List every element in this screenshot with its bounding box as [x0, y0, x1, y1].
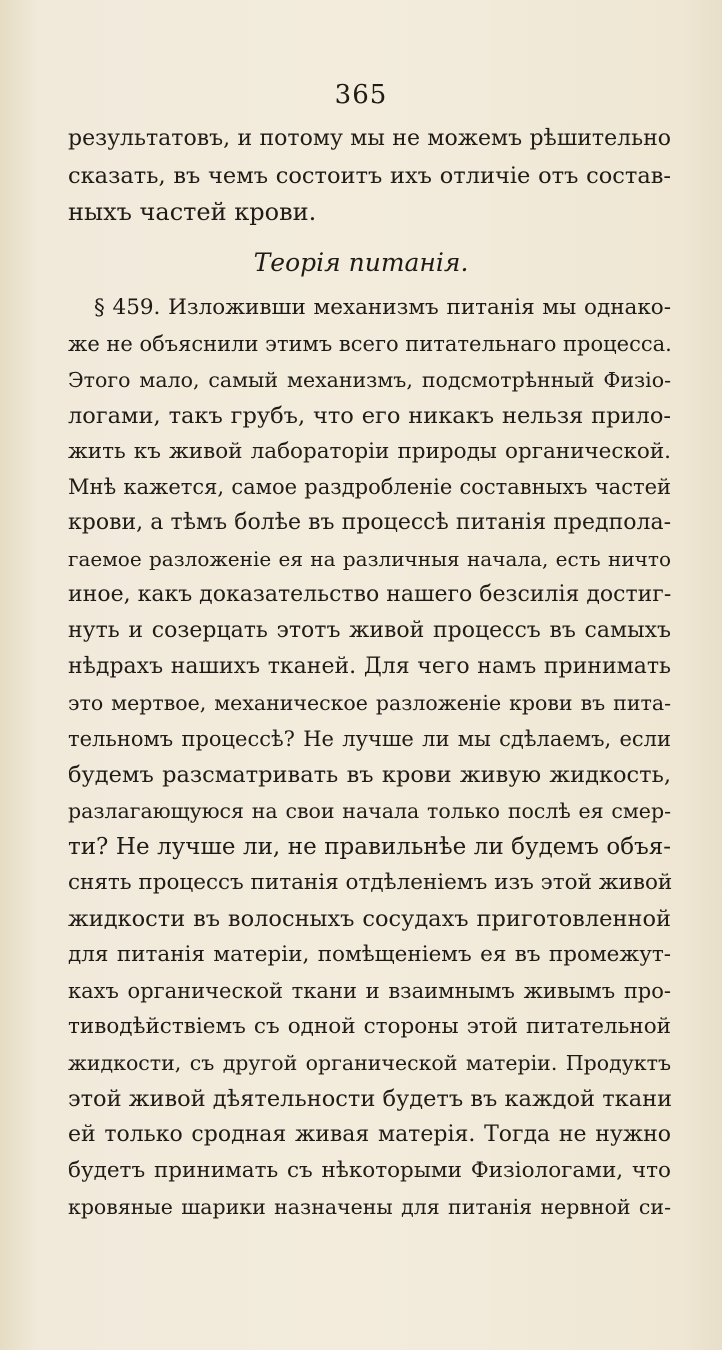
paragraph-line: тиводѣйствіемъ съ одной стороны этой питательной [68, 1014, 671, 1039]
text-line: результатовъ, и потому мы не можемъ рѣшительно [68, 126, 671, 151]
text-line: ныхъ частей крови. [68, 198, 317, 226]
paragraph-line: нѣдрахъ нашихъ тканей. Для чего намъ принимать [68, 654, 671, 679]
paragraph-line: разлагающуюся на свои начала только послѣ ея смер- [68, 799, 671, 823]
paragraph-line: жидкости въ волосныхъ сосудахъ приготовленной [68, 906, 671, 932]
page-number: 365 [334, 80, 388, 110]
paragraph-line: этой живой дѣятельности будетъ въ каждой ткани [68, 1086, 673, 1112]
paragraph-line: Мнѣ кажется, самое раздробленіе составныхъ частей [68, 475, 671, 499]
paragraph-line: ей только сродная живая матерія. Тогда не нужно [68, 1122, 671, 1147]
paragraph-line: § 459. Изложивши механизмъ питанія мы однако- [94, 295, 671, 320]
paragraph-line: жить къ живой лабораторіи природы органической. [68, 439, 671, 464]
paragraph-line: для питанія матеріи, помѣщеніемъ ея въ промежут- [68, 942, 671, 967]
paragraph-line: ти? Не лучше ли, не правильнѣе ли будемъ объя- [68, 834, 671, 860]
paragraph-line: снять процессъ питанія отдѣленіемъ изъ этой живой [68, 870, 673, 895]
paragraph-line: кахъ органической ткани и взаимнымъ живымъ про- [68, 979, 671, 1003]
paragraph-line: жидкости, съ другой органической матеріи. Продуктъ [68, 1051, 671, 1075]
paragraph-line: это мертвое, механическое разложеніе крови въ пита- [68, 691, 671, 715]
paragraph-line: тельномъ процессѣ? Не лучше ли мы сдѣлаемъ, если [68, 727, 671, 751]
paragraph-line: крови, а тѣмъ болѣе въ процессѣ питанія предпола- [68, 510, 671, 535]
section-heading: Теорія питанія. [253, 248, 469, 277]
paragraph-line: гаемое разложеніе ея на различныя начала, есть ничто [68, 547, 671, 571]
paragraph-line: будемъ разсматривать въ крови живую жидкость, [68, 762, 671, 788]
paragraph-line: Этого мало, самый механизмъ, подсмотрѣнный Физіо- [68, 368, 671, 392]
paragraph-line: будетъ принимать съ нѣкоторыми Физіологами, что [68, 1158, 671, 1183]
paragraph-line: логами, такъ грубъ, что его никакъ нельзя прило- [68, 403, 671, 429]
text-line: сказать, въ чемъ состоитъ ихъ отличіе отъ состав- [68, 163, 671, 189]
paragraph-line: иное, какъ доказательство нашего безсилія достиг- [68, 582, 672, 607]
paragraph-line: же не объяснили этимъ всего питательнаго процесса. [68, 332, 672, 356]
paragraph-line: кровяные шарики назначены для питанія нервной си- [68, 1195, 671, 1219]
paragraph-line: нуть и созерцать этотъ живой процессъ въ самыхъ [68, 618, 671, 643]
